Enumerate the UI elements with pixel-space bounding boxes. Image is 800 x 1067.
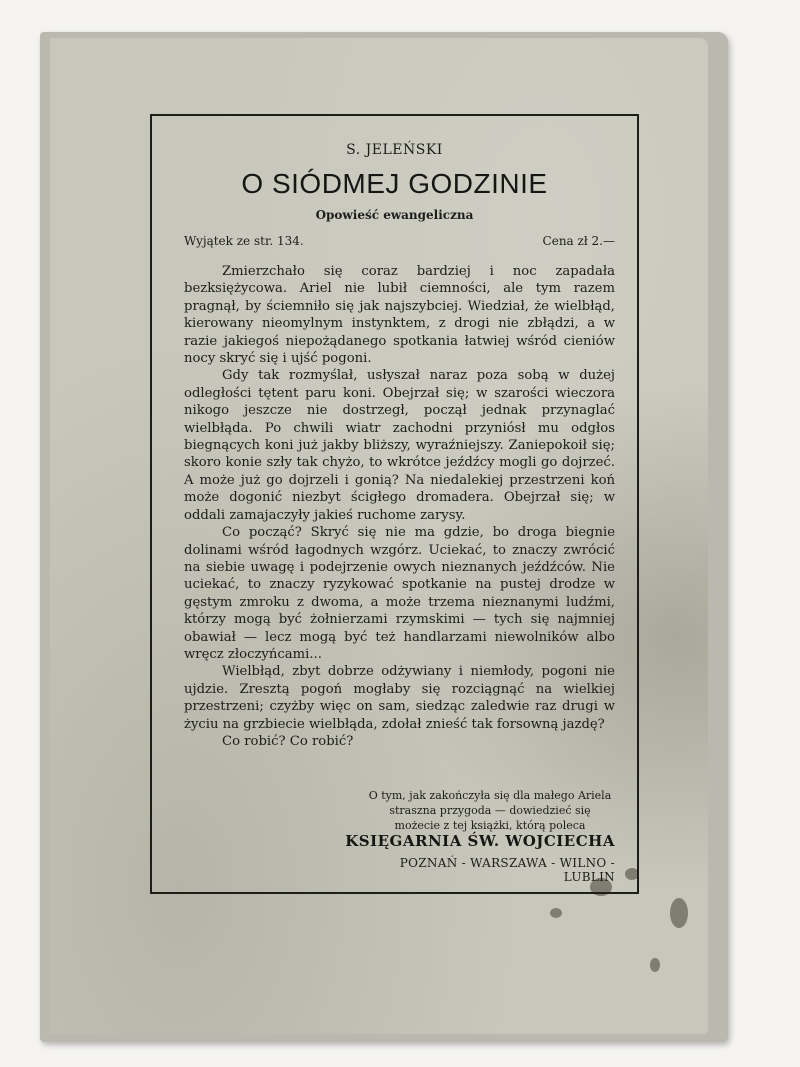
publisher-cities: POZNAŃ - WARSZAWA - WILNO - LUBLIN [399,856,615,884]
stain [650,958,660,972]
excerpt-paragraph: Wielbłąd, zbyt dobrze odżywiany i niemłody, pogoni nie ujdzie. Zresztą pogoń mogłaby się rozciągnąć na wielkiej przestrzeni; czyżby więc on sam, siedząc zaledwie raz drugi w życiu na grzbiecie wielbłąda, zdołał znieść tak forsowną jazdę? [184,664,615,732]
publisher-name: KSIĘGARNIA ŚW. WOJCIECHA [345,832,615,850]
excerpt-paragraph: Gdy tak rozmyślał, usłyszał naraz poza sobą w dużej odległości tętent paru koni. Obejrzał się; w szarości wieczora nikogo jeszcze nie dostrzegł, począł jednak przynaglać wielbłąda. Po chwili wiatr zachodni przyniósł mu odgłos biegnących koni już jakby bliższy, wyraźniejszy. Zaniepokoił się; skoro konie szły tak chyżo, to wkrótce jeźdźcy mogli go dojrzeć. A może już go dojrzeli i gonią? Na niedalekiej przestrzeni koń może dogonić niezbyt ścigłego dromadera. Obejrzał się; w oddali zamajaczyły jakieś ruchome zarysy. [184,368,615,523]
excerpt-paragraph: Co robić? Co robić? [222,733,354,749]
excerpt-label: Wyjątek ze str. 134. [184,234,304,248]
price-label: Cena zł 2.— [542,234,615,248]
stain [550,908,562,918]
promo-text: O tym, jak zakończyła się dla małego Ariela straszna przygoda — dowiedzieć się możecie z tej książki, którą poleca [368,789,612,832]
book-title: O SIÓDMEJ GODZINIE [241,168,548,199]
excerpt-paragraph: Co począć? Skryć się nie ma gdzie, bo droga biegnie dolinami wśród łagodnych wzgórz. Uciekać, to znaczy zwrócić na siebie uwagę i podejrzenie owych nieznanych jeźdźców. Nie uciekać, to znaczy ryzykować spotkanie na pustej drodze w gęstym zmroku z dwoma, a może trzema nieznanymi ludźmi, którzy mogą być żołnierzami rzymskimi — tych się najmniej obawiał — lecz mogą być też handlarzami niewolników albo wręcz złoczyńcami... [184,525,615,662]
book-subtitle: Opowieść ewangeliczna [315,208,474,222]
author-name: S. JELEŃSKI [346,142,443,158]
excerpt-text [184,263,615,750]
stain [670,898,688,928]
advertisement-frame [150,114,639,894]
excerpt-paragraph: Zmierzchało się coraz bardziej i noc zapadała bezksiężycowa. Ariel nie lubił ciemności, ale tym razem pragnął, by ściemniło się jak najszybciej. Wiedział, że wielbłąd, kierowany nieomylnym instynktem, z drogi nie zbłądzi, a w razie jakiegoś niepożądanego spotkania łatwiej wśród cieniów nocy skryć się i ujść pogoni. [184,264,615,367]
